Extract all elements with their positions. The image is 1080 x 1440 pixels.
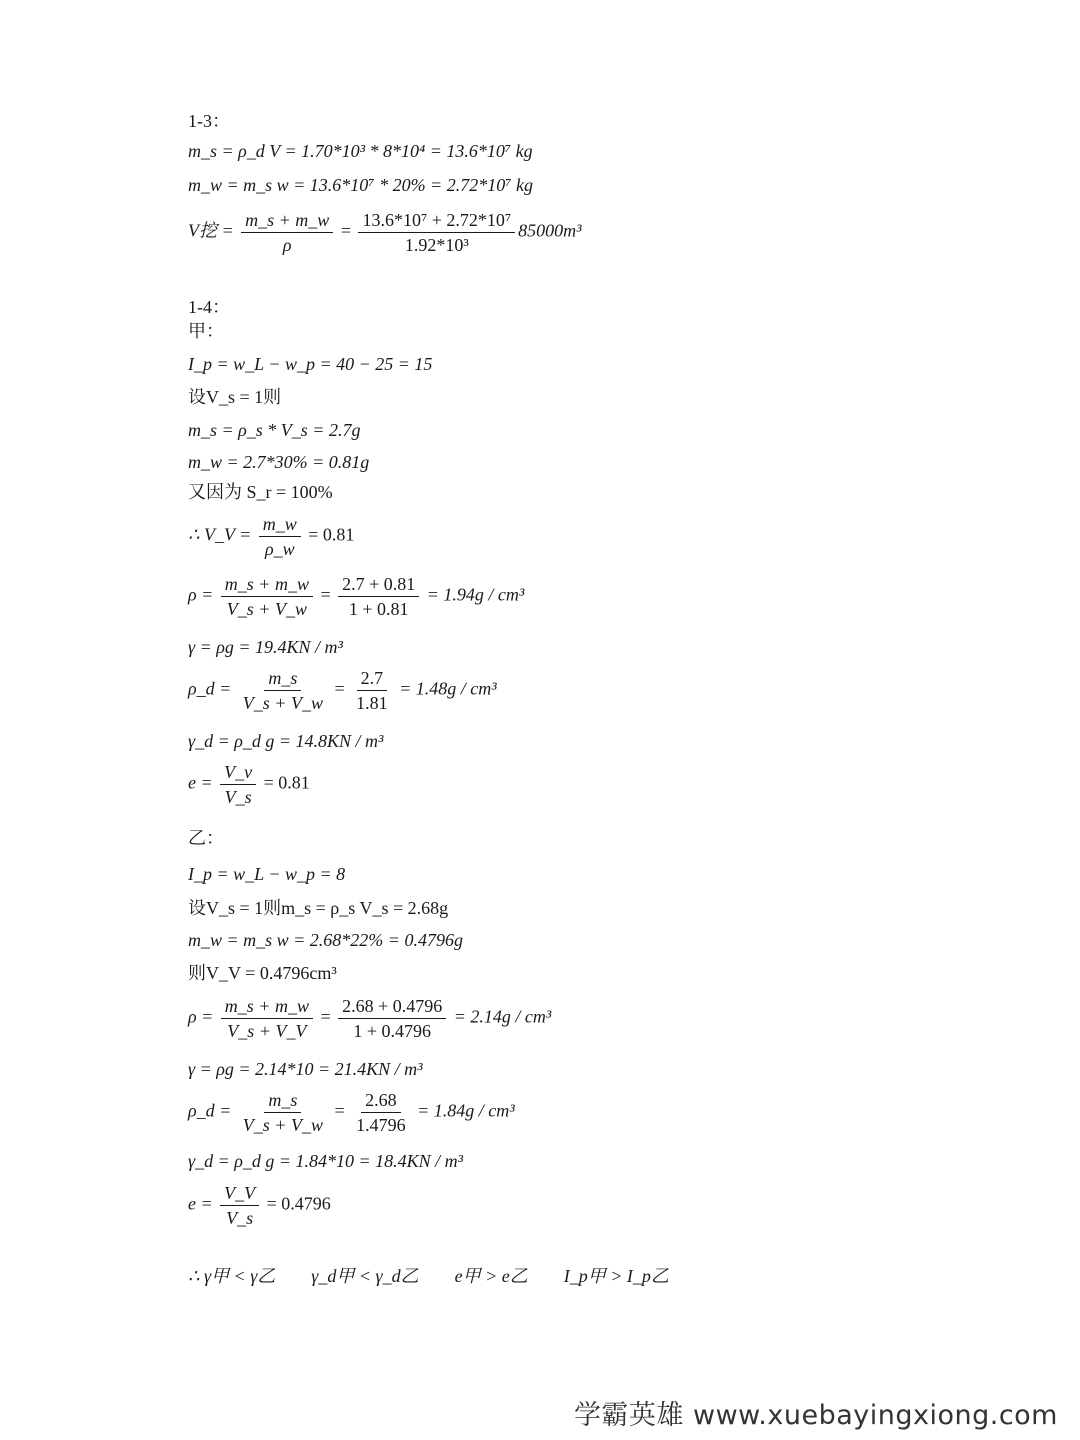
fraction xyxy=(221,996,313,1041)
section-heading-1-3: 1-3： xyxy=(188,111,230,131)
numerator: 2.7 + 0.81 xyxy=(338,574,419,597)
formula-line: 则V_V = 0.4796cm³ xyxy=(188,963,337,983)
formula-text: ρ_d = xyxy=(188,678,236,699)
denominator: 1.4796 xyxy=(356,1115,406,1135)
numerator: m_s + m_w xyxy=(241,210,333,233)
subsection-label-yi: 乙： xyxy=(188,828,224,848)
formula-line: 设V_s = 1则m_s = ρ_s V_s = 2.68g xyxy=(188,898,449,918)
denominator: ρ_w xyxy=(264,539,295,559)
numerator: V_V xyxy=(220,1183,259,1206)
formula-text: = xyxy=(329,1100,350,1121)
formula-text: = 1.48g / cm³ xyxy=(394,678,497,699)
formula-text: = 1.84g / cm³ xyxy=(412,1100,515,1121)
formula-text: = 2.14g / cm³ xyxy=(449,1006,552,1027)
denominator: V_s + V_w xyxy=(242,1115,323,1135)
formula-text: = xyxy=(315,1006,336,1027)
numerator: 13.6*10⁷ + 2.72*10⁷ xyxy=(358,210,515,233)
formula-line: m_w = m_s w = 13.6*10⁷ * 20% = 2.72*10⁷ kg xyxy=(188,175,533,195)
formula-text: = 0.4796 xyxy=(262,1193,331,1214)
numerator: m_w xyxy=(259,514,301,537)
formula-text: = 0.81 xyxy=(259,772,310,793)
formula-text: e = xyxy=(188,772,218,793)
fraction xyxy=(259,514,301,559)
denominator: ρ xyxy=(282,235,292,255)
conclusion-line: ∴ γ甲 < γ乙 γ_d甲 < γ_d乙 e甲 > e乙 I_p甲 > I_p乙 xyxy=(188,1266,669,1286)
formula-text: ∴ V_V = xyxy=(188,524,256,545)
section-heading-1-4: 1-4： xyxy=(188,297,230,317)
fraction xyxy=(352,668,392,713)
numerator: 2.7 xyxy=(357,668,388,691)
numerator: m_s xyxy=(264,668,301,691)
formula-text: 85000m³ xyxy=(518,220,582,241)
formula-line: γ_d = ρ_d g = 1.84*10 = 18.4KN / m³ xyxy=(188,1151,464,1171)
formula-line: m_w = m_s w = 2.68*22% = 0.4796g xyxy=(188,930,463,950)
fraction xyxy=(220,1183,259,1228)
fraction xyxy=(358,210,515,255)
formula-line: 又因为 S_r = 100% xyxy=(188,482,333,502)
fraction xyxy=(239,1090,327,1135)
watermark: 学霸英雄 www.xuebayingxiong.com xyxy=(573,1400,1058,1431)
denominator: 1 + 0.4796 xyxy=(353,1021,432,1041)
formula-line: 设V_s = 1则 xyxy=(188,387,282,407)
fraction xyxy=(239,668,327,713)
fraction xyxy=(221,574,313,619)
formula-line: γ = ρg = 2.14*10 = 21.4KN / m³ xyxy=(188,1059,423,1079)
formula-line xyxy=(188,762,310,807)
denominator: V_s + V_V xyxy=(227,1021,307,1041)
fraction xyxy=(338,996,446,1041)
fraction xyxy=(241,210,333,255)
denominator: V_s + V_w xyxy=(226,599,307,619)
formula-line xyxy=(188,1090,515,1135)
formula-line: I_p = w_L − w_p = 40 − 25 = 15 xyxy=(188,354,433,374)
formula-line: m_s = ρ_s * V_s = 2.7g xyxy=(188,420,361,440)
formula-line: m_w = 2.7*30% = 0.81g xyxy=(188,452,370,472)
denominator: V_s + V_w xyxy=(242,693,323,713)
numerator: 2.68 + 0.4796 xyxy=(338,996,446,1019)
formula-text: ρ_d = xyxy=(188,1100,236,1121)
formula-text: = xyxy=(315,584,336,605)
formula-text: = xyxy=(336,220,356,241)
denominator: 1 + 0.81 xyxy=(348,599,409,619)
subsection-label-jia: 甲： xyxy=(188,321,224,341)
fraction xyxy=(352,1090,410,1135)
formula-line xyxy=(188,1183,331,1228)
numerator: V_v xyxy=(220,762,256,785)
numerator: m_s + m_w xyxy=(221,574,313,597)
denominator: V_s xyxy=(224,787,252,807)
denominator: 1.81 xyxy=(356,693,388,713)
fraction xyxy=(220,762,256,807)
formula-line: γ_d = ρ_d g = 14.8KN / m³ xyxy=(188,731,384,751)
formula-text: = 0.81 xyxy=(303,524,355,545)
formula-text: = xyxy=(329,678,350,699)
formula-text: e = xyxy=(188,1193,218,1214)
formula-line: γ = ρg = 19.4KN / m³ xyxy=(188,637,343,657)
formula-text: ρ = xyxy=(188,1006,218,1027)
numerator: 2.68 xyxy=(361,1090,401,1113)
numerator: m_s xyxy=(264,1090,301,1113)
formula-line: m_s = ρ_d V = 1.70*10³ * 8*10⁴ = 13.6*10⁷ kg xyxy=(188,141,533,161)
formula-text: V挖 = xyxy=(188,220,239,241)
formula-line xyxy=(188,996,551,1041)
denominator: 1.92*10³ xyxy=(404,235,469,255)
formula-line: I_p = w_L − w_p = 8 xyxy=(188,864,346,884)
formula-line xyxy=(188,574,524,619)
fraction xyxy=(338,574,419,619)
formula-line xyxy=(188,514,354,559)
formula-text: = 1.94g / cm³ xyxy=(422,584,525,605)
numerator: m_s + m_w xyxy=(221,996,313,1019)
denominator: V_s xyxy=(226,1208,254,1228)
formula-text: ρ = xyxy=(188,584,218,605)
formula-line xyxy=(188,210,582,255)
formula-line xyxy=(188,668,497,713)
